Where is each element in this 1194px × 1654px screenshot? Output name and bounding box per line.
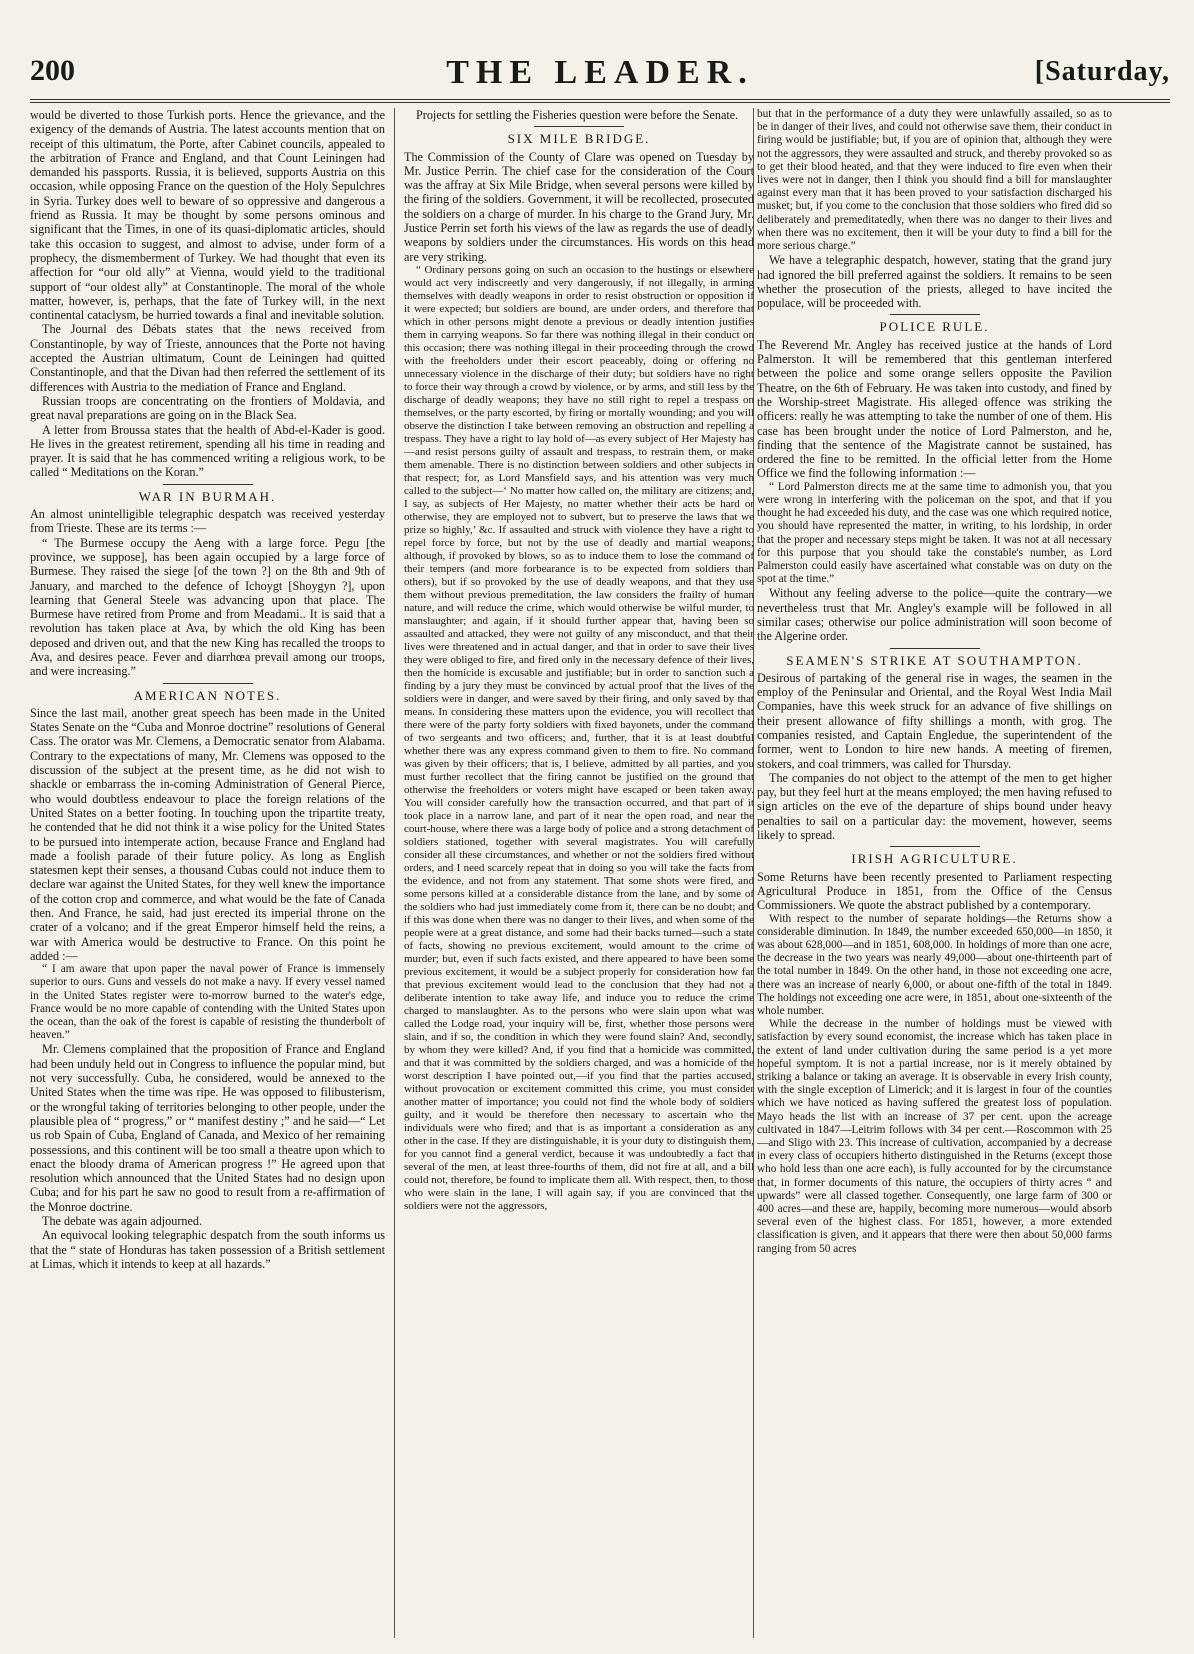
paragraph: “ The Burmese occupy the Aeng with a large force. Pegu [the province, we suppose], has been again occupied by a large force of Burmese. They raised the siege [of the town ?] on the 8th and 9th of January, and marched to the defence of Ichoygt [Shoygyn ?], upon learning that General Steele was advancing upon that place. The Burmese have retired from Prome and from Meadami.. It is said that a revolution has taken place at Ava, by which the old King has been deposed and driven out, and that the new King has recalled the troops to Ava, and desires peace. Fever and diarrhœa prevail among our troops, and were increasing.” bbox=[30, 535, 385, 679]
column-1 bbox=[30, 108, 385, 1644]
paragraph: The companies do not object to the attempt of the men to get higher pay, but they feel hurt at the means employed; the men having refused to sign articles on the eve of the departure of ships bound under heavy penalties to sail on a particular day: the movement, however, seems likely to spread. bbox=[757, 770, 1112, 843]
section-heading-six-mile-bridge: SIX MILE BRIDGE. bbox=[507, 131, 651, 147]
section-rule bbox=[534, 126, 624, 127]
section-heading-burmah: WAR IN BURMAH. bbox=[138, 488, 277, 504]
paragraph: Without any feeling adverse to the police—quite the contrary—we nevertheless trust that Mr. Angley's example will be followed in all similar cases; otherwise our police administration will soon become of the Algerine order. bbox=[757, 586, 1112, 644]
newspaper-title: THE LEADER. bbox=[446, 54, 754, 91]
masthead-rule-bottom bbox=[30, 102, 1170, 103]
section-rule bbox=[163, 683, 253, 684]
column-3 bbox=[757, 108, 1112, 1644]
masthead-rule-top bbox=[30, 99, 1170, 100]
section-rule bbox=[890, 314, 980, 315]
section-heading-irish-agriculture: IRISH AGRICULTURE. bbox=[851, 851, 1018, 867]
paragraph: Some Returns have been recently presented to Parliament respecting Agricultural Produce in 1851, from the Office of the Census Commissioners. We quote the abstract published by a contemporary. bbox=[757, 869, 1112, 913]
paragraph: An almost unintelligible telegraphic despatch was received yesterday from Trieste. These are its terms :— bbox=[30, 507, 385, 536]
paragraph: Projects for settling the Fisheries question were before the Senate. bbox=[416, 108, 739, 122]
paragraph: The debate was again adjourned. bbox=[42, 1214, 203, 1228]
section-heading-american: AMERICAN NOTES. bbox=[133, 687, 282, 703]
paragraph: Desirous of partaking of the general rise in wages, the seamen in the employ of the Peninsular and Oriental, and the Royal West India Mail Companies, have this week struck for an advance of five shillings on their present allowance of fifty shillings a month, with grog. The companies resisted, and Captain Engledue, the superintendent of the former, went to London to hire new hands. A meeting of firemen, stokers, and coal trimmers, was called for Thursday. bbox=[757, 670, 1112, 771]
section-rule bbox=[890, 648, 980, 649]
quotation: “ Ordinary persons going on such an occasion to the hustings or elsewhere would act very indiscreetly and very dangerously, if not illegally, in arming themselves with deadly weapons in order to resist obstruction or opposition if it were expected; but soldiers are bound, are under orders, and therefore that which in other persons might denote a previous or deadly intention justifies them in carrying weapons. So far there was nothing illegal in their conduct on this occasion; there was nothing illegal in their proceeding through the crowd with the freeholders under their escort peaceably, doing or offering no unnecessary violence in the discharge of their duty; but soldiers have no right to force their way through a crowd by violence, or by arms, and still less by the discharge of deadly weapons; they have no still right to repel a trespass on themselves, or the party escorted, by firing or mortally wounding; and you will observe the distinction I take between removing an obstruction and repelling a trespass. They have a right to lay hold of—as every subject of Her Majesty has—and resist persons guilty of assault and trespass, to restrain them, or make them amenable. There is no distinction between soldiers and other subjects in that respect; for, as Lord Mansfield says, and his attention was very much called to the subject—‘ No matter how called on, the military are citizens; and, I say, as subjects of Her Majesty, no matter whether their acts be hard or otherwise, they are employed not to subvert, but to preserve the laws that we prize so highly,’ &c. If assaulted and struck with violence they have a right to repel force by force, but not by the use of deadly and martial weapons; although, if provoked by blows, so as to induce them to lose the command of their tempers (and more forbearance is to be expected from soldiers than others), but if so provoked by the use of deadly weapons, and that they use them without previous premeditation, the law considers the frailty of human nature, and will reduce the crime, which would otherwise be wilful murder, to manslaughter; and again, if it should further appear that, having been so assaulted and attacked, they were not guilty of any misconduct, and that their lives were threatened and in actual danger, and that in order to save their lives they were obliged to fire, and fired only in the necessary defence of their lives, then the homicide is excusable and justifiable; but in order to sanction such a finding by a jury they must be convinced by actual proof that the lives of the soldiers were in danger, and were saved by their firing, and only saved by that means. In considering these matters upon the evidence, you will recollect that there were of the party forty soldiers with fixed bayonets, under the command of two sergeants and two officers; and, further, that it is at least doubtful whether there was any express command given to them to fire. No command was given by their officers; that is, I believe, admitted by all parties, and you must further recollect that the firing cannot be justified on the ground that otherwise the freeholders or voters might have escaped or been taken away. You will consider carefully how the transaction occurred, and that part of it took place in a narrow lane, and part of it near the open road, and near the court-house, where there was a large body of police and a strong detachment of soldiers stationed, together with several magistrates. You will carefully consider all these circumstances, and whether or not the soldiers fired without orders, and I need scarcely repeat that in doing so you will take the facts from the evidence, and not from any statement. That some shots were fired, and some persons killed at a considerable distance from the lane, and by some of the soldiers who had just immediately come from it, there can be no doubt; and if this was done when there was no danger to their lives, and when some of the people were at a great distance, and some had their backs turned—such a state of facts, showing no previous excitement, would amount to the crime of murder; but, even if such facts existed, and there appeared to have been some previous excitement, it would be a subject properly for consideration how far that previous excitement would lead to the conclusion that they had not a deliberate intention to take away life, and induce you to reduce the crime charged to manslaughter. As to the persons who were slain upon what was called the Lodge road, your inquiry will be, first, whether those persons were slain, and if so, the condition in which they were found slain? And, secondly, by whom they were killed? And, if you find that a homicide was committed, and that it was committed by the soldiers charged, and was a homicide of the worst description I have pointed out,—if you find that the parties accused, without provocation or excitement committed this crime, you must consider another matter of importance; you could not find the whole body of soldiers guilty, and it would be therefore then necessary to ascertain who the individuals were who fired; and that is as important a consideration as any other in the case. If they are distinguishable, it is your duty to distinguish them, for you cannot find a general verdict, because it was undoubtedly a fact that several of the men, at least three-fourths of them, did not fire at all, and a bill could not, therefore, be found to implicate them all. With respect, then, to those who were slain in the lane, I will again say, if you are convinced that the soldiers were not the aggressors, bbox=[404, 263, 754, 1212]
column-2 bbox=[404, 108, 754, 1644]
column-divider bbox=[394, 108, 395, 1638]
section-rule bbox=[890, 846, 980, 847]
page-number: 200 bbox=[30, 54, 75, 87]
quotation: While the decrease in the number of holdings must be viewed with satisfaction by every sound economist, the increase which has taken place in the extent of land under cultivation during the same period is a yet more hopeful symptom. It is not a partial increase, nor is it merely obtained by striking a balance or taking an average. It is observable in every Irish county, with the single exception of Limerick; and it is largest in four of the counties which we have noticed as having suffered the greatest loss of population. Mayo heads the list with an increase of 37 per cent. upon the acreage cultivated in 1847—Leitrim follows with 34 per cent.—Roscommon with 25—and Sligo with 23. This increase of cultivation, accompanied by a decrease in every class of occupiers hitherto distinguished in the Returns (except those who hold less than one acre each), is fully accounted for by the circumstance that, in former documents of this nature, the occupiers of thirty acres “ and upwards” were all classed together. Consequently, one large farm of 300 or 400 acres—and these are, happily, becoming more numerous—would absorb several even of the highest class. For 1851, however, a more extended classification is given, and it appears that there were then about 50,000 farms ranging from 50 acres bbox=[757, 1018, 1112, 1255]
paragraph: The Journal des Débats states that the news received from Constantinople, by way of Trieste, announces that the Porte not having accepted the Austrian ultimatum, Count de Leiningen had quitted Constantinople, and that the Divan had then referred the settlement of its differences with Austria to the mediation of France and England. bbox=[30, 322, 385, 394]
quotation: “ I am aware that upon paper the naval power of France is immensely superior to ours. Guns and vessels do not make a navy. If every vessel named in the United States register were to-morrow burned to the water's edge, France would be no more capable of contending with the United States upon the ocean, than the oak of the forest is capable of resisting the thunderbolt of heaven.” bbox=[30, 963, 385, 1042]
paragraph: The Commission of the County of Clare was opened on Tuesday by Mr. Justice Perrin. The chief case for the consideration of the Court was the affray at Six Mile Bridge, when several persons were killed by the firing of the soldiers. Government, it will be recollected, prosecuted the soldiers on a charge of murder. In his charge to the Grand Jury, Mr. Justice Perrin set forth his views of the law as regards the use of deadly weapons by soldiers under the circumstances. His words on this head are very striking. bbox=[404, 149, 754, 264]
paragraph: A letter from Broussa states that the health of Abd-el-Kader is good. He lives in the greatest retirement, spending all his time in reading and prayer. It is said that he has commenced writing a religious work, to be called “ Meditations on the Koran.” bbox=[30, 422, 385, 480]
paragraph: The Reverend Mr. Angley has received justice at the hands of Lord Palmerston. It will be remembered that this gentleman interfered between the police and some orange sellers opposite the Pavilion Theatre, on the 6th of February. He was taken into custody, and fined by the Worship-street Magistrate. His alleged offence was striking the officers: really he was attempting to take the number of one of them. His case has been brought under the notice of Lord Palmerston, and he, finding that the sentence of the Magistrate cannot be sustained, has ordered the fine to be remitted. In the official letter from the Home Office we find the following information :— bbox=[757, 337, 1112, 481]
paragraph: Mr. Clemens complained that the proposition of France and England had been unduly held out in Congress to influence the popular mind, but not very successfully. Cuba, he considered, would be annexed to the United States when the time was ripe. He was opposed to filibusterism, or the wrongful taking of territories belonging to other people, under the plausible plea of “ progress,” or “ manifest destiny ;” and he said—“ Let us rob Spain of Cuba, England of Canada, and Mexico of her remaining possessions, and this continent will be too small a theatre upon which to enact the bloody drama of American progress !” He agreed upon that resolution which announced that the United States had no design upon Cuba; and for his part he saw no good to result from a re-affirmation of the Monroe doctrine. bbox=[30, 1042, 385, 1214]
paragraph: An equivocal looking telegraphic despatch from the south informs us that the “ state of Honduras has taken possession of a British settlement at Limas, which it intends to keep at all hazards.” bbox=[30, 1228, 385, 1271]
paragraph: Russian troops are concentrating on the frontiers of Moldavia, and great naval preparations are going on in the Black Sea. bbox=[30, 393, 385, 423]
section-heading-police-rule: POLICE RULE. bbox=[879, 319, 990, 335]
paragraph: We have a telegraphic despatch, however, stating that the grand jury had ignored the bill preferred against the soldiers. It remains to be seen whether the prosecution of the priests, alleged to have incited the populace, will be proceeded with. bbox=[757, 253, 1112, 311]
masthead bbox=[30, 54, 1170, 94]
paragraph: would be diverted to those Turkish ports. Hence the grievance, and the exigency of the demands of Austria. The latest accounts mention that on receipt of this ultimatum, the Porte, after Cabinet councils, appealed to the arbitration of France and England, and that Count Leiningen had demanded his passports. Russia, it is believed, supports Austria on this occasion, while opposing France on the question of the Holy Sepulchres in Syria. Turkey does well to beware of so oppressive and dangerous a friend as Russia. It may be thought by some persons ominous and significant that the Times, in one of its quasi-diplomatic articles, should take this occasion to suggest, and almost to advise, under form of a prophecy, the dismemberment of Turkey. We had thought that even its affection for “our old ally” at Vienna, would yield to the traditional support of “our oldest ally” at Constantinople. The moral of the whole matter, however, is, perhaps, that the fate of Turkey will, in the next continental cataclysm, be hurried towards a final and inevitable solution. bbox=[30, 108, 385, 323]
issue-day: [Saturday, bbox=[1034, 56, 1170, 87]
section-rule bbox=[163, 484, 253, 485]
quotation: “ Lord Palmerston directs me at the same time to admonish you, that you were wrong in interfering with the policeman on the spot, and that if you thought he had exceeded his duty, and the case was one which required notice, you should have represented the matter, in writing, to his lordship, in order that the proper and necessary steps might be taken. It was not at all necessary for this purpose that you should take the constable's number, as Lord Palmerston could easily have ascertained what constable was on duty on the spot at the time.” bbox=[757, 480, 1112, 586]
quotation: With respect to the number of separate holdings—the Returns show a considerable diminution. In 1849, the number exceeded 650,000—in 1850, it was about 628,000—and in 1851, 608,000. In holdings of more than one acre, the decrease in the two years was nearly 49,000—about one-thirteenth part of the total number in 1849. On the other hand, in those not exceeding one acre, there was an increase of nearly 6,000, or about one-fifth of the total in 1849. The holdings not exceeding one acre were, in 1851, about one-sixteenth of the whole number. bbox=[757, 912, 1112, 1017]
quotation: but that in the performance of a duty they were unlawfully assailed, so as to be in danger of their lives, and could not otherwise save them, their conduct in firing would be justifiable; but, if you are of opinion that, although they were not the aggressors, they were assaulted and struck, and thereby provoked so as to get their blood heated, and that they were induced to fire even when their lives were not in danger, then I think you should find a bill for manslaughter against every man that it has been proved to your satisfaction discharged his musket; but, if you come to the conclusion that those soldiers who fired did so deliberately and premeditatedly, when there was no danger to their lives and when there was no excitement, then it will be your duty to find a bill for the more serious charge.” bbox=[757, 108, 1112, 253]
section-heading-seamens-strike: SEAMEN'S STRIKE AT SOUTHAMPTON. bbox=[786, 652, 1083, 668]
paragraph: Since the last mail, another great speech has been made in the United States Senate on the “Cuba and Monroe doctrine” resolutions of General Cass. The orator was Mr. Clemens, a Democratic senator from Alabama. Contrary to the expectations of many, Mr. Clemens was opposed to the discussion of the subject at the present time, as he did not wish to shackle or embarrass the in-coming Administration of General Pierce, who would doubtless endeavour to place the foreign relations of the United States on a better footing. In touching upon the tripartite treaty, he contended that he did not think it a wise policy for the United States to be pursued into intemperate action, because France and England had made a foolish parade of their future policy. As long as English statesmen kept their senses, a thousand Cubas could not induce them to declare war against the United States, for they well knew the importance of the cotton crop and commerce, and what would be the fate of Canada then. And France, he said, had just erected its imperial throne on the crater of a volcano; and if the great Emperor himself held the reins, a war with America would be destructive to France. On this point he added :— bbox=[30, 705, 385, 963]
